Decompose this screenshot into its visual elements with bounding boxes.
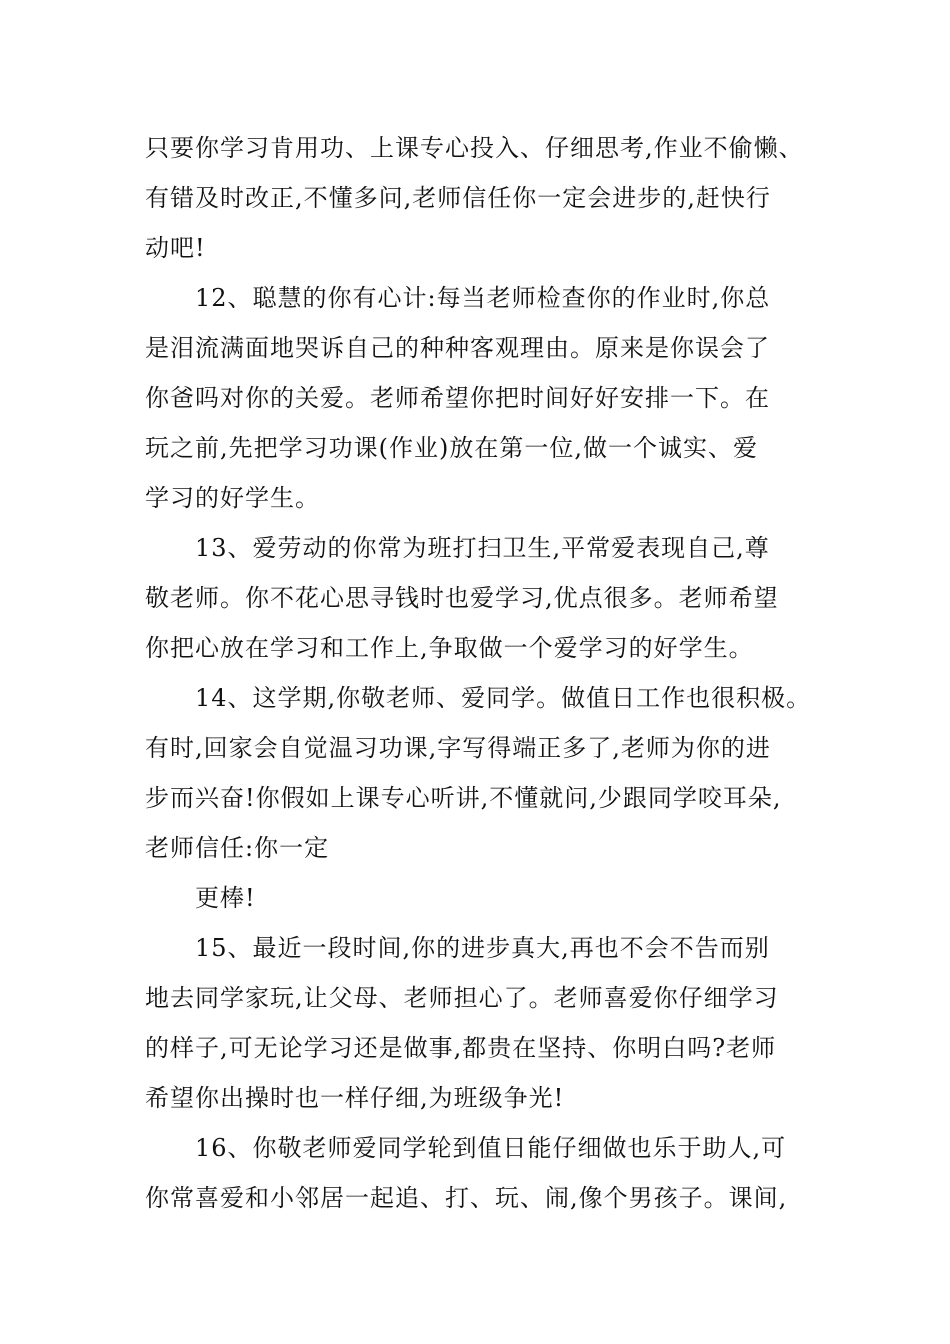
paragraph-13-start: 13、爱劳动的你常为班打扫卫生,平常爱表现自己,尊 <box>195 534 770 562</box>
text-line: 学习的好学生。 <box>145 484 320 512</box>
text-line: 地去同学家玩,让父母、老师担心了。老师喜爱你仔细学习 <box>145 984 779 1012</box>
paragraph-12-start: 12、聪慧的你有心计:每当老师检查你的作业时,你总 <box>195 284 771 312</box>
paragraph-16-start: 16、你敬老师爱同学轮到值日能仔细做也乐于助人,可 <box>195 1134 787 1162</box>
text-line: 老师信任:你一定 <box>145 834 330 862</box>
text-line: 只要你学习肯用功、上课专心投入、仔细思考,作业不偷懒、 <box>145 134 804 162</box>
text-line: 你爸吗对你的关爱。老师希望你把时间好好安排一下。在 <box>145 384 770 412</box>
text-line: 你把心放在学习和工作上,争取做一个爱学习的好学生。 <box>145 634 754 662</box>
text-line: 敬老师。你不花心思寻钱时也爱学习,优点很多。老师希望 <box>145 584 779 612</box>
text-line: 步而兴奋!你假如上课专心听讲,不懂就问,少跟同学咬耳朵, <box>145 784 782 812</box>
text-line: 动吧! <box>145 234 206 262</box>
paragraph-14-start: 14、这学期,你敬老师、爱同学。做值日工作也很积极。 <box>195 684 812 712</box>
text-line: 是泪流满面地哭诉自己的种种客观理由。原来是你误会了 <box>145 334 770 362</box>
paragraph-15-start: 15、最近一段时间,你的进步真大,再也不会不告而别 <box>195 934 770 962</box>
text-line: 的样子,可无论学习还是做事,都贵在坚持、你明白吗?老师 <box>145 1034 777 1062</box>
text-line: 有错及时改正,不懂多问,老师信任你一定会进步的,赶快行 <box>145 184 771 212</box>
text-line: 希望你出操时也一样仔细,为班级争光! <box>145 1084 565 1112</box>
text-line: 玩之前,先把学习功课(作业)放在第一位,做一个诚实、爱 <box>145 434 758 462</box>
text-line: 更棒! <box>195 884 256 912</box>
text-line: 你常喜爱和小邻居一起追、打、玩、闹,像个男孩子。课间, <box>145 1184 788 1212</box>
text-line: 有时,回家会自觉温习功课,字写得端正多了,老师为你的进 <box>145 734 771 762</box>
